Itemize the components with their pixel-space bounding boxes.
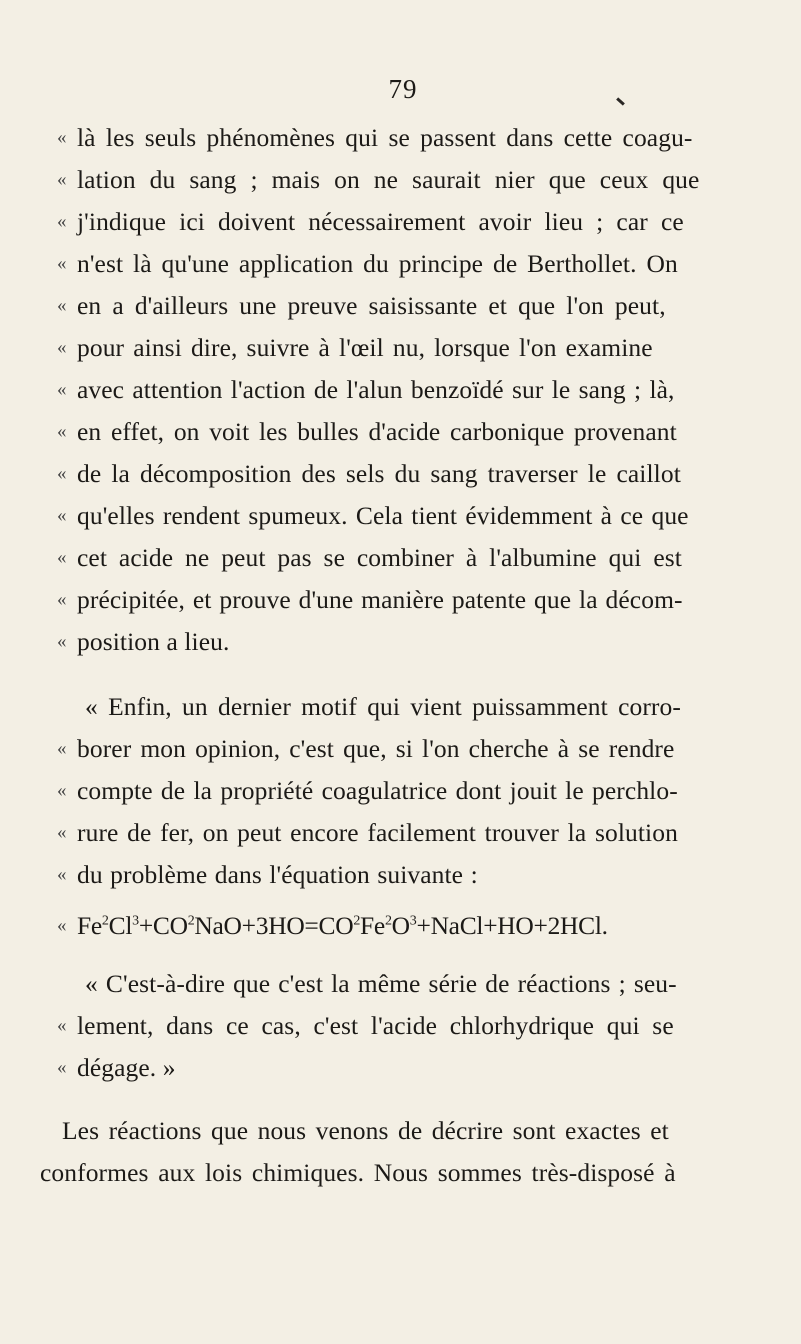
line-text: là les seuls phénomènes qui se passent dans cette coagu- [77,123,693,152]
quote-mark: « [57,505,67,526]
quote-mark: « [57,547,67,568]
line-text: « C'est-à-dire que c'est la même série de réactions ; seu- [85,969,677,998]
line-text: en effet, on voit les bulles d'acide carbonique provenant [77,417,677,446]
quote-mark: « [57,1057,67,1078]
quote-mark: « [57,915,67,936]
quote-mark: « [57,864,67,885]
ink-mark [616,97,625,105]
page-number: 79 [388,74,418,104]
line-text: du problème dans l'équation suivante : [77,860,478,889]
line-text: cet acide ne peut pas se combiner à l'albumine qui est [77,543,682,572]
quote-mark: « [57,253,67,274]
line-text: de la décomposition des sels du sang traverser le caillot [77,459,681,488]
quote-mark: « [57,295,67,316]
line-text: lement, dans ce cas, c'est l'acide chlorhydrique qui se [77,1011,674,1040]
quote-mark: « [57,127,67,148]
quote-mark: « [57,421,67,442]
line-text: qu'elles rendent spumeux. Cela tient évidemment à ce que [77,501,689,530]
line-text: compte de la propriété coagulatrice dont jouit le perchlo- [77,776,678,805]
line-text: conformes aux lois chimiques. Nous sommes très-disposé à [40,1158,676,1187]
line-text: borer mon opinion, c'est que, si l'on cherche à se rendre [77,734,675,763]
quote-mark: « [57,822,67,843]
line-text: j'indique ici doivent nécessairement avoir lieu ; car ce [77,207,684,236]
quote-mark: « [57,379,67,400]
quote-mark: « [57,211,67,232]
quote-mark: « [57,780,67,801]
quote-mark: « [57,1015,67,1036]
line-text: avec attention l'action de l'alun benzoïdé sur le sang ; là, [77,375,675,404]
quote-mark: « [57,631,67,652]
quote-mark: « [57,463,67,484]
line-text: en a d'ailleurs une preuve saisissante et que l'on peut, [77,291,666,320]
line-text: « Enfin, un dernier motif qui vient puissamment corro- [85,692,681,721]
chemical-equation: $Fe^2Cl^3+CO^2NaO+3HO=CO^2Fe^2O^3+NaCl+HO+2HCl$. [77,911,608,940]
line-text: pour ainsi dire, suivre à l'œil nu, lorsque l'on examine [77,333,653,362]
line-text: lation du sang ; mais on ne saurait nier que ceux que [77,165,700,194]
line-text: rure de fer, on peut encore facilement trouver la solution [77,818,678,847]
quote-mark: « [57,589,67,610]
quote-mark: « [57,169,67,190]
line-text: position a lieu. [77,627,230,656]
quote-mark: « [57,738,67,759]
line-text: précipitée, et prouve d'une manière patente que la décom- [77,585,683,614]
quote-mark: « [57,337,67,358]
line-text: n'est là qu'une application du principe de Berthollet. On [77,249,678,278]
line-text: dégage. » [77,1053,176,1082]
line-text: Les réactions que nous venons de décrire sont exactes et [62,1116,669,1145]
